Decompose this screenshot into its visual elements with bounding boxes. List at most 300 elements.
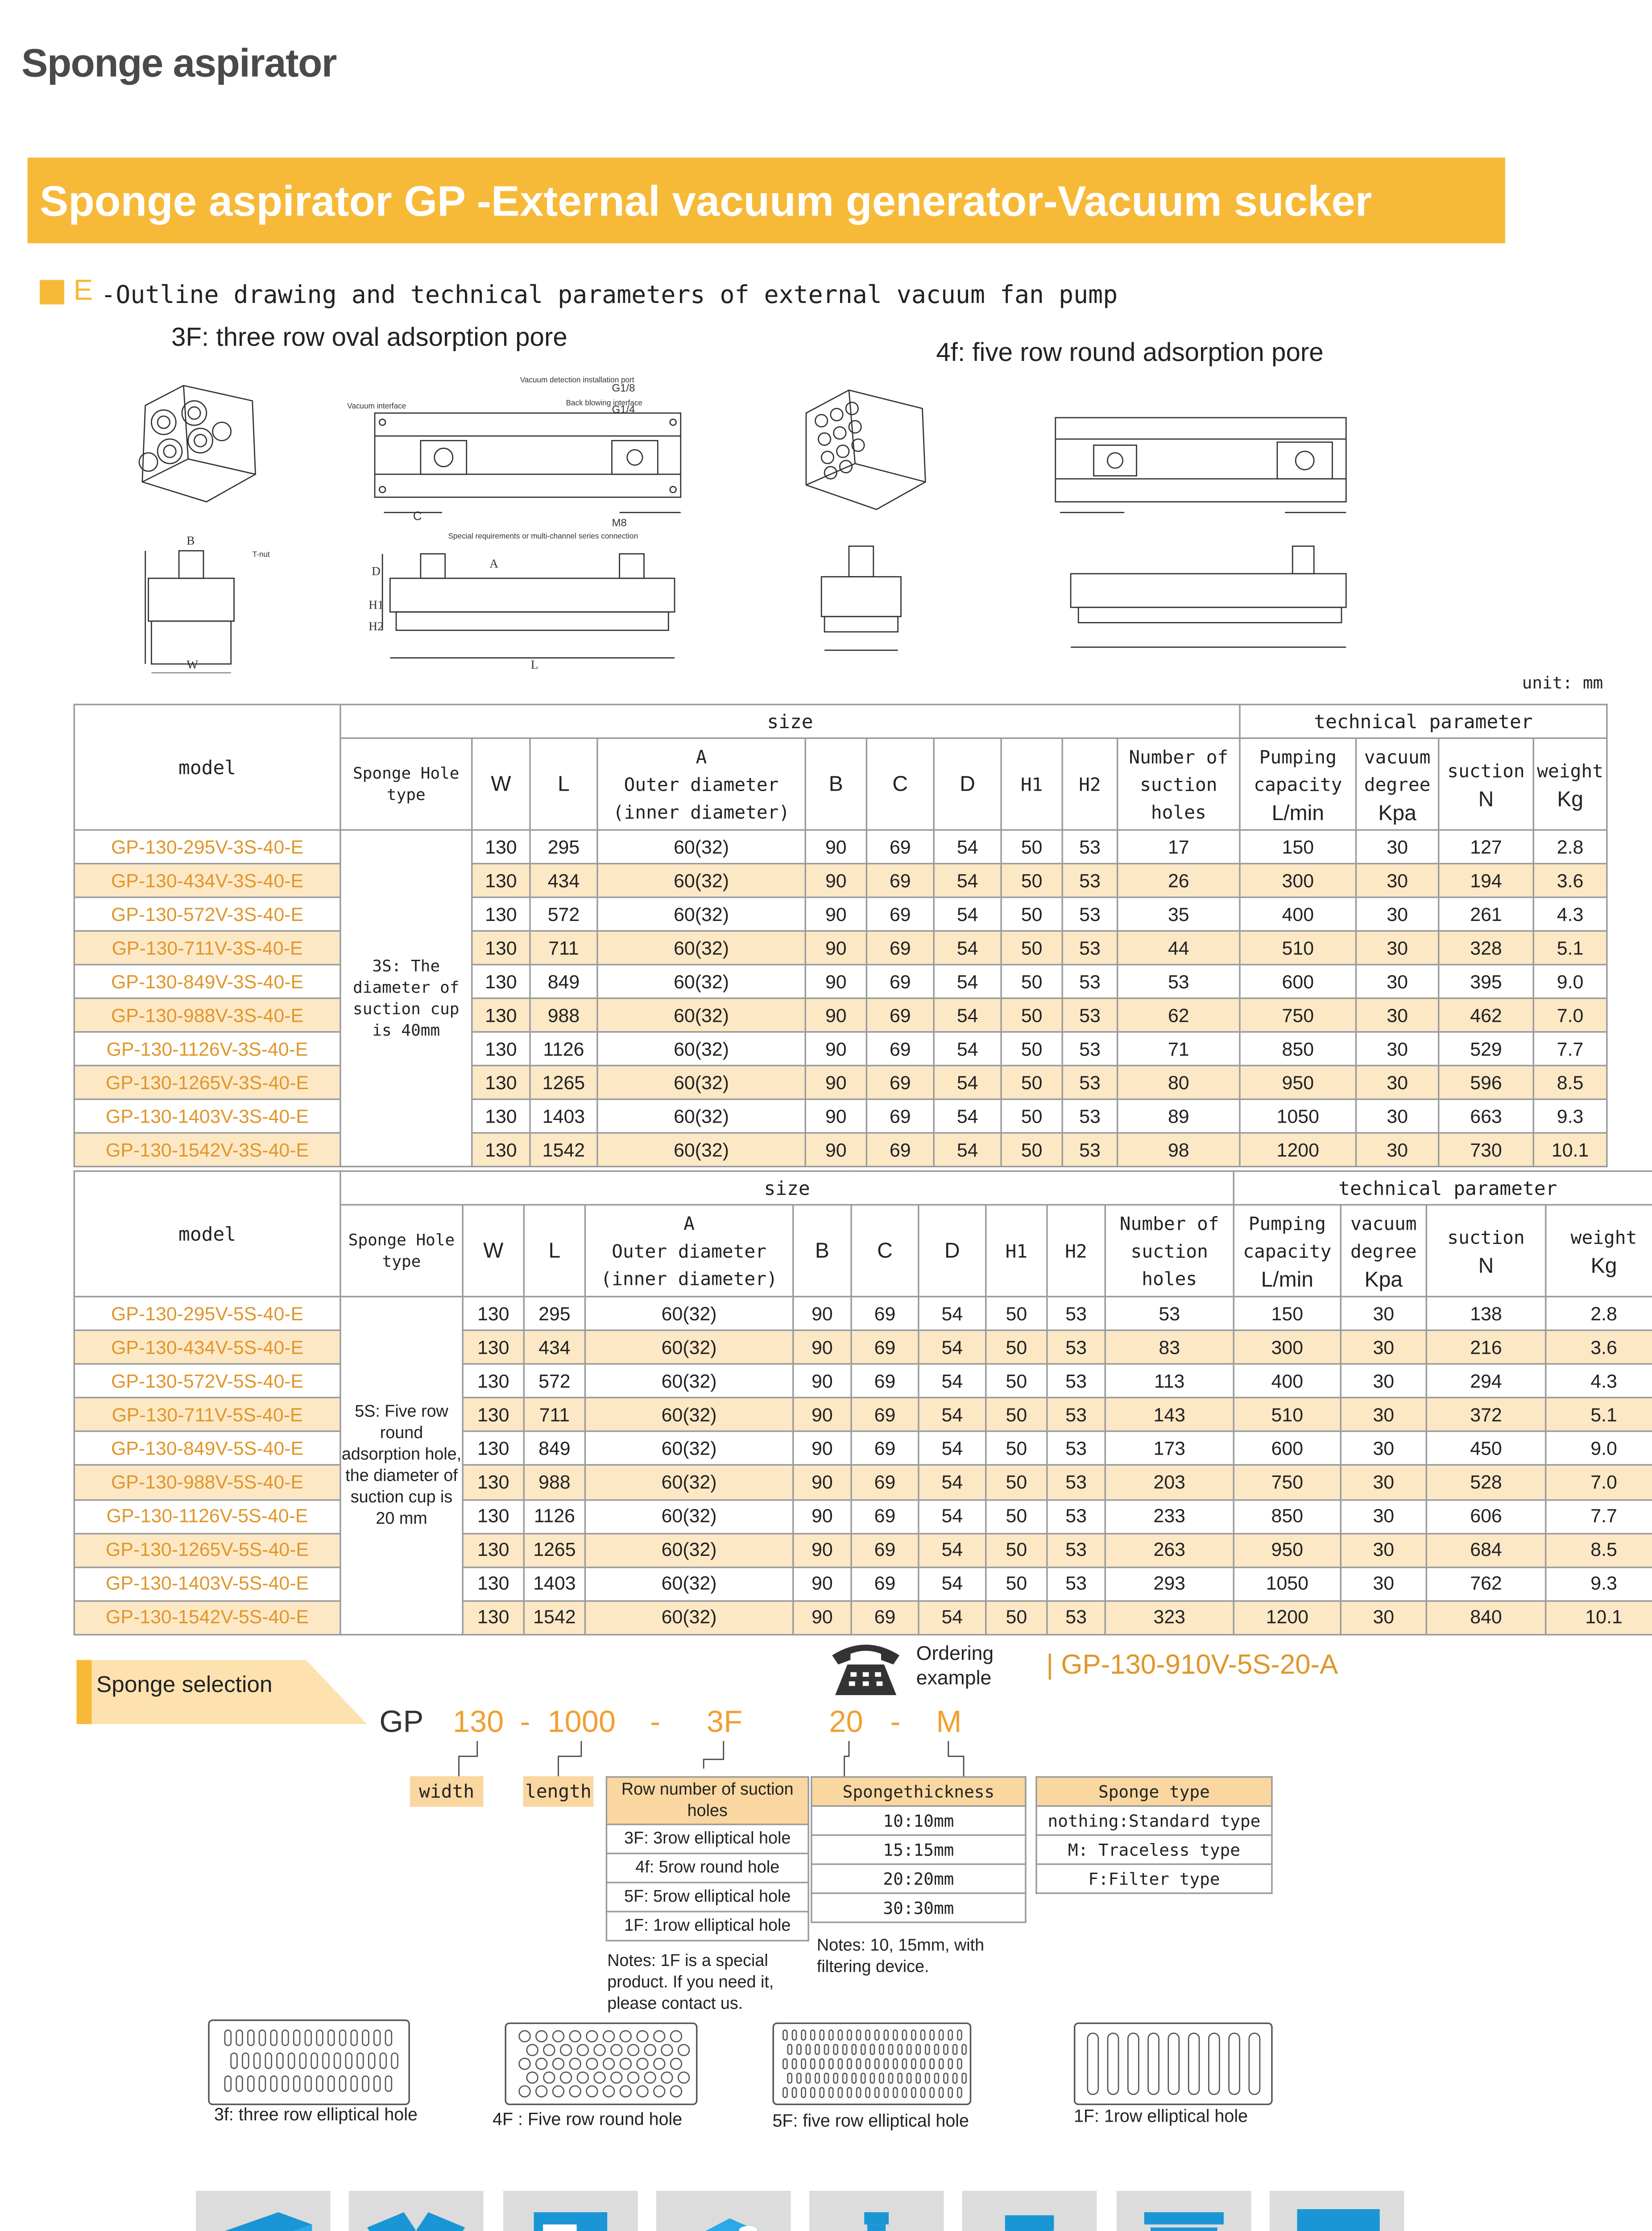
- value-cell: 60(32): [585, 1331, 793, 1364]
- label-detect-port: Vacuum detection installation port: [520, 375, 634, 385]
- model-cell: GP-130-434V-5S-40-E: [74, 1331, 340, 1364]
- table-row: [74, 897, 1607, 931]
- value-cell: 60(32): [597, 1133, 805, 1166]
- value-cell: 90: [805, 931, 866, 964]
- hole-mark: [898, 2044, 902, 2054]
- hole-mark: [806, 2073, 810, 2083]
- value-cell: 30: [1341, 1499, 1426, 1533]
- note-thickness: Notes: 10, 15mm, with filtering device.: [816, 1937, 985, 1977]
- value-cell: 54: [934, 1133, 1001, 1166]
- hole-mark: [893, 2059, 897, 2069]
- hole-mark: [903, 2088, 907, 2098]
- header-vacuum-2: vacuum degree Kpa: [1341, 1205, 1426, 1297]
- label-l: L: [530, 658, 538, 672]
- header-hole-type: Sponge Hole type: [340, 738, 472, 830]
- hole-mark: [866, 2088, 870, 2098]
- hole-mark: [305, 2076, 311, 2091]
- value-cell: 53: [1062, 864, 1117, 897]
- value-cell: 69: [866, 931, 934, 964]
- side-view-3f: [145, 551, 234, 673]
- model-cell: GP-130-988V-3S-40-E: [74, 998, 340, 1032]
- hole-mark: [392, 2053, 398, 2068]
- value-cell: 50: [986, 1533, 1047, 1567]
- value-cell: 988: [530, 998, 597, 1032]
- value-cell: 1050: [1234, 1567, 1341, 1601]
- value-cell: 90: [805, 830, 866, 863]
- hole-mark: [374, 2030, 380, 2045]
- hole-mark: [792, 2059, 796, 2069]
- rows-option: 3F: 3row elliptical hole: [606, 1825, 808, 1854]
- hole-mark: [1168, 2033, 1179, 2094]
- value-cell: 53: [1062, 1099, 1117, 1133]
- hole-mark: [797, 2073, 801, 2083]
- value-cell: 90: [805, 864, 866, 897]
- value-cell: 130: [463, 1364, 524, 1398]
- drawing-caption-3f: 3F: three row oval adsorption pore: [171, 323, 567, 352]
- value-cell: 372: [1426, 1398, 1545, 1432]
- wood-icon: [196, 2191, 331, 2231]
- hole-mark: [944, 2044, 948, 2054]
- value-cell: 98: [1118, 1133, 1240, 1166]
- value-cell: 850: [1234, 1499, 1341, 1533]
- code-width: 130: [452, 1706, 504, 1740]
- label-g18: G1/8: [612, 382, 635, 394]
- value-cell: 53: [1047, 1398, 1105, 1432]
- hole-mark: [553, 2031, 564, 2042]
- hole-mark: [847, 2059, 851, 2069]
- hole-mark: [265, 2053, 272, 2068]
- hole-mark: [912, 2088, 916, 2098]
- hole-mark: [811, 2088, 815, 2098]
- type-option: F:Filter type: [1036, 1864, 1272, 1893]
- label-c: C: [413, 509, 422, 523]
- thickness-option: 30:30mm: [812, 1893, 1026, 1922]
- value-cell: 54: [934, 1066, 1001, 1099]
- table-row: [74, 965, 1607, 998]
- hole-mark: [671, 2058, 682, 2069]
- model-cell: GP-130-1403V-3S-40-E: [74, 1099, 340, 1133]
- hole-mark: [903, 2030, 907, 2040]
- value-cell: 849: [524, 1432, 585, 1466]
- value-cell: 130: [463, 1432, 524, 1466]
- hole-mark: [953, 2044, 957, 2054]
- value-cell: 130: [472, 965, 530, 998]
- hole-mark: [340, 2076, 346, 2091]
- value-cell: 2.8: [1533, 830, 1607, 863]
- hole-mark: [236, 2076, 243, 2091]
- thickness-option: 15:15mm: [812, 1835, 1026, 1864]
- value-cell: 510: [1240, 931, 1356, 964]
- table-row: [74, 1066, 1607, 1099]
- value-cell: 54: [934, 998, 1001, 1032]
- code-dash-3: -: [890, 1706, 901, 1740]
- header-a: A Outer diameter (inner diameter): [597, 738, 805, 830]
- value-cell: 130: [472, 931, 530, 964]
- hole-mark: [824, 2073, 828, 2083]
- header-technical-2: technical parameter: [1234, 1171, 1652, 1205]
- hole-mark: [1209, 2033, 1219, 2094]
- value-cell: 130: [463, 1601, 524, 1635]
- value-cell: 130: [463, 1567, 524, 1601]
- value-cell: 60(32): [585, 1398, 793, 1432]
- value-cell: 295: [524, 1297, 585, 1331]
- hole-mark: [294, 2030, 300, 2045]
- hole-mark: [875, 2030, 879, 2040]
- value-cell: 90: [793, 1601, 851, 1635]
- ordering-example-code: | GP-130-910V-5S-20-A: [1046, 1649, 1338, 1680]
- table-row: [74, 1032, 1607, 1066]
- value-cell: 53: [1062, 965, 1117, 998]
- value-cell: 26: [1118, 864, 1240, 897]
- rows-options-table: [606, 1776, 809, 1941]
- value-cell: 7.7: [1546, 1499, 1652, 1533]
- hole-mark: [570, 2058, 581, 2069]
- hole-mark: [930, 2030, 934, 2040]
- hole-mark: [294, 2076, 300, 2091]
- value-cell: 90: [793, 1331, 851, 1364]
- header-vacuum: vacuum degree Kpa: [1356, 738, 1439, 830]
- value-cell: 10.1: [1546, 1601, 1652, 1635]
- hole-mark: [916, 2044, 920, 2054]
- hole-mark: [544, 2072, 555, 2083]
- label-tnut: T-nut: [252, 550, 270, 559]
- hole-mark: [884, 2088, 888, 2098]
- hole-mark: [519, 2086, 530, 2097]
- value-cell: 60(32): [597, 1066, 805, 1099]
- value-cell: 8.5: [1546, 1533, 1652, 1567]
- value-cell: 50: [986, 1601, 1047, 1635]
- value-cell: 300: [1234, 1331, 1341, 1364]
- model-cell: GP-130-711V-5S-40-E: [74, 1398, 340, 1432]
- value-cell: 54: [919, 1567, 986, 1601]
- label-b: B: [186, 534, 195, 547]
- value-cell: 69: [851, 1533, 919, 1567]
- value-cell: 54: [934, 965, 1001, 998]
- tag-length: length: [523, 1776, 594, 1807]
- value-cell: 1126: [524, 1499, 585, 1533]
- bottle-icon: [809, 2191, 944, 2231]
- hole-mark: [843, 2073, 847, 2083]
- value-cell: 53: [1062, 931, 1117, 964]
- hole-mark: [884, 2030, 888, 2040]
- hole-mark: [305, 2030, 311, 2045]
- table-row: [74, 931, 1607, 964]
- value-cell: 138: [1426, 1297, 1545, 1331]
- hole-mark: [824, 2044, 828, 2054]
- value-cell: 50: [1001, 864, 1062, 897]
- hole-mark: [847, 2088, 851, 2098]
- hole-mark: [311, 2053, 318, 2068]
- value-cell: 30: [1356, 864, 1439, 897]
- value-cell: 762: [1426, 1567, 1545, 1601]
- hole-mark: [948, 2059, 952, 2069]
- value-cell: 53: [1047, 1432, 1105, 1466]
- value-cell: 50: [1001, 1032, 1062, 1066]
- value-cell: 9.3: [1533, 1099, 1607, 1133]
- hole-type-cell: 3S: The diameter of suction cup is 40mm: [340, 830, 472, 1166]
- value-cell: 194: [1439, 864, 1534, 897]
- model-cell: GP-130-1126V-5S-40-E: [74, 1499, 340, 1533]
- header-suction: suction N: [1439, 738, 1534, 830]
- value-cell: 30: [1356, 1066, 1439, 1099]
- table-row: [74, 1533, 1652, 1567]
- model-cell: GP-130-295V-5S-40-E: [74, 1297, 340, 1331]
- hole-mark: [242, 2053, 248, 2068]
- value-cell: 50: [1001, 931, 1062, 964]
- value-cell: 69: [851, 1297, 919, 1331]
- hole-mark: [944, 2073, 948, 2083]
- hole-mark: [792, 2088, 796, 2098]
- table-3s-body: [74, 830, 1607, 1166]
- value-cell: 54: [934, 1032, 1001, 1066]
- table-row: [74, 1099, 1607, 1133]
- header-holes: Number of suction holes: [1118, 738, 1240, 830]
- hole-mark: [231, 2053, 237, 2068]
- hole-mark: [815, 2073, 819, 2083]
- elliptical-holes-1row-icon: [1075, 2024, 1271, 2103]
- value-cell: 60(32): [585, 1499, 793, 1533]
- value-cell: 7.0: [1533, 998, 1607, 1032]
- value-cell: 50: [1001, 897, 1062, 931]
- value-cell: 30: [1341, 1533, 1426, 1567]
- value-cell: 60(32): [597, 965, 805, 998]
- value-cell: 69: [851, 1499, 919, 1533]
- table-row: [74, 830, 1607, 863]
- value-cell: 90: [793, 1466, 851, 1500]
- hole-mark: [363, 2076, 369, 2091]
- hole-mark: [620, 2086, 631, 2097]
- tag-width: width: [410, 1776, 484, 1807]
- hole-mark: [907, 2073, 911, 2083]
- hole-mark: [519, 2058, 530, 2069]
- hole-mark: [225, 2030, 231, 2045]
- value-cell: 950: [1234, 1533, 1341, 1567]
- hole-mark: [907, 2044, 911, 2054]
- value-cell: 69: [851, 1567, 919, 1601]
- hole-sample-3f: [208, 2020, 410, 2105]
- value-cell: 53: [1047, 1466, 1105, 1500]
- value-cell: 71: [1118, 1032, 1240, 1066]
- hole-mark: [930, 2088, 934, 2098]
- section-letter: E: [73, 275, 93, 308]
- hole-mark: [792, 2030, 796, 2040]
- hole-mark: [587, 2058, 598, 2069]
- thickness-header: Spongethickness: [812, 1777, 1026, 1806]
- value-cell: 4.3: [1546, 1364, 1652, 1398]
- value-cell: 3.6: [1533, 864, 1607, 897]
- value-cell: 323: [1105, 1601, 1234, 1635]
- value-cell: 50: [986, 1331, 1047, 1364]
- hole-mark: [788, 2073, 792, 2083]
- value-cell: 54: [934, 1099, 1001, 1133]
- value-cell: 434: [530, 864, 597, 897]
- value-cell: 849: [530, 965, 597, 998]
- hole-mark: [783, 2059, 787, 2069]
- hole-mark: [645, 2072, 656, 2083]
- model-cell: GP-130-434V-3S-40-E: [74, 864, 340, 897]
- hole-mark: [637, 2031, 648, 2042]
- title-banner: [28, 158, 1505, 243]
- code-type: M: [936, 1706, 962, 1740]
- app-tile-printing: [503, 2191, 638, 2231]
- hole-mark: [351, 2030, 357, 2045]
- hole-mark: [962, 2073, 966, 2083]
- hole-mark: [628, 2072, 639, 2083]
- hole-mark: [843, 2044, 847, 2054]
- value-cell: 7.0: [1546, 1466, 1652, 1500]
- header-h2: H2: [1079, 773, 1101, 795]
- value-cell: 1542: [530, 1133, 597, 1166]
- hole-mark: [536, 2058, 547, 2069]
- value-cell: 60(32): [585, 1432, 793, 1466]
- hole-mark: [288, 2053, 294, 2068]
- value-cell: 130: [472, 864, 530, 897]
- hole-mark: [788, 2044, 792, 2054]
- value-cell: 1126: [530, 1032, 597, 1066]
- value-cell: 510: [1234, 1398, 1341, 1432]
- printing-icon: [503, 2191, 638, 2231]
- code-length: 1000: [547, 1706, 616, 1740]
- hole-mark: [271, 2076, 277, 2091]
- value-cell: 50: [1001, 830, 1062, 863]
- hole-mark: [1128, 2033, 1139, 2094]
- value-cell: 60(32): [585, 1601, 793, 1635]
- app-tile-carton: [349, 2191, 484, 2231]
- page-title: Sponge aspirator: [21, 40, 336, 86]
- outline-drawing-3f: [115, 367, 719, 673]
- header-w-2: W: [483, 1237, 504, 1262]
- hole-sample-1f: [1074, 2023, 1273, 2105]
- value-cell: 53: [1047, 1364, 1105, 1398]
- hole-mark: [611, 2044, 622, 2056]
- value-cell: 60(32): [597, 1099, 805, 1133]
- header-pumping-2: Pumping capacity L/min: [1234, 1205, 1341, 1297]
- value-cell: 35: [1118, 897, 1240, 931]
- value-cell: 83: [1105, 1331, 1234, 1364]
- code-dash-2: -: [650, 1706, 661, 1740]
- value-cell: 2.8: [1546, 1297, 1652, 1331]
- elliptical-holes-3row-icon: [210, 2021, 409, 2103]
- hole-mark: [921, 2030, 925, 2040]
- rows-header: Row number of suction holes: [606, 1777, 808, 1824]
- hole-mark: [654, 2031, 665, 2042]
- hole-mark: [889, 2073, 893, 2083]
- note-rows: Notes: 1F is a special product. If you need it, please contact us.: [607, 1952, 774, 2014]
- value-cell: 50: [986, 1466, 1047, 1500]
- hole-mark: [678, 2072, 689, 2083]
- hole-mark: [1148, 2033, 1159, 2094]
- header-pumping: Pumping capacity L/min: [1240, 738, 1356, 830]
- hole-mark: [893, 2030, 897, 2040]
- code-connector-lines: [443, 1741, 994, 1779]
- value-cell: 54: [934, 830, 1001, 863]
- hole-mark: [834, 2073, 838, 2083]
- type-header: Sponge type: [1036, 1777, 1272, 1806]
- value-cell: 434: [524, 1331, 585, 1364]
- value-cell: 54: [919, 1398, 986, 1432]
- value-cell: 130: [472, 1099, 530, 1133]
- value-cell: 8.5: [1533, 1066, 1607, 1099]
- header-suction-2: suction N: [1426, 1205, 1545, 1297]
- value-cell: 30: [1356, 830, 1439, 863]
- label-g14: G1/4: [612, 403, 635, 416]
- hole-mark: [620, 2031, 631, 2042]
- value-cell: 54: [919, 1364, 986, 1398]
- value-cell: 711: [530, 931, 597, 964]
- value-cell: 300: [1240, 864, 1356, 897]
- model-cell: GP-130-1265V-3S-40-E: [74, 1066, 340, 1099]
- brick-icon: [656, 2191, 791, 2231]
- value-cell: 130: [472, 1066, 530, 1099]
- header-h2-2: H2: [1065, 1240, 1087, 1261]
- hole-mark: [852, 2044, 856, 2054]
- value-cell: 60(32): [597, 897, 805, 931]
- jar-icon: [962, 2191, 1097, 2231]
- carton-icon: [349, 2191, 484, 2231]
- metal-icon: [1270, 2191, 1404, 2231]
- hole-mark: [328, 2076, 334, 2091]
- value-cell: 90: [805, 1066, 866, 1099]
- header-technical: technical parameter: [1240, 705, 1607, 738]
- model-cell: GP-130-1403V-5S-40-E: [74, 1567, 340, 1601]
- hole-mark: [277, 2053, 283, 2068]
- value-cell: 130: [463, 1533, 524, 1567]
- value-cell: 606: [1426, 1499, 1545, 1533]
- hole-mark: [662, 2072, 673, 2083]
- value-cell: 233: [1105, 1499, 1234, 1533]
- hole-mark: [594, 2072, 605, 2083]
- model-cell: GP-130-711V-3S-40-E: [74, 931, 340, 964]
- table-row: [74, 1567, 1652, 1601]
- value-cell: 30: [1341, 1364, 1426, 1398]
- value-cell: 53: [1062, 897, 1117, 931]
- hole-mark: [527, 2072, 538, 2083]
- hole-mark: [948, 2088, 952, 2098]
- value-cell: 130: [472, 998, 530, 1032]
- hole-mark: [811, 2030, 815, 2040]
- hole-mark: [527, 2044, 538, 2056]
- hole-mark: [300, 2053, 306, 2068]
- value-cell: 30: [1341, 1567, 1426, 1601]
- hole-mark: [834, 2044, 838, 2054]
- hole-mark: [866, 2059, 870, 2069]
- hole-mark: [912, 2059, 916, 2069]
- hole-mark: [323, 2053, 329, 2068]
- label-w: W: [186, 658, 199, 672]
- model-cell: GP-130-849V-5S-40-E: [74, 1432, 340, 1466]
- value-cell: 53: [1047, 1533, 1105, 1567]
- hole-mark: [957, 2088, 961, 2098]
- value-cell: 69: [851, 1432, 919, 1466]
- value-cell: 60(32): [597, 830, 805, 863]
- value-cell: 295: [530, 830, 597, 863]
- hole-mark: [861, 2044, 865, 2054]
- value-cell: 60(32): [585, 1567, 793, 1601]
- hole-mark: [553, 2086, 564, 2097]
- bucket-icon: [1117, 2191, 1251, 2231]
- header-holes-2: Number of suction holes: [1105, 1205, 1234, 1297]
- header-size: size: [340, 705, 1240, 738]
- value-cell: 53: [1047, 1331, 1105, 1364]
- hole-mark: [857, 2059, 861, 2069]
- hole-mark: [962, 2044, 966, 2054]
- hole-mark: [628, 2044, 639, 2056]
- value-cell: 1403: [530, 1099, 597, 1133]
- value-cell: 328: [1439, 931, 1534, 964]
- value-cell: 53: [1062, 1066, 1117, 1099]
- value-cell: 684: [1426, 1533, 1545, 1567]
- value-cell: 1200: [1240, 1133, 1356, 1166]
